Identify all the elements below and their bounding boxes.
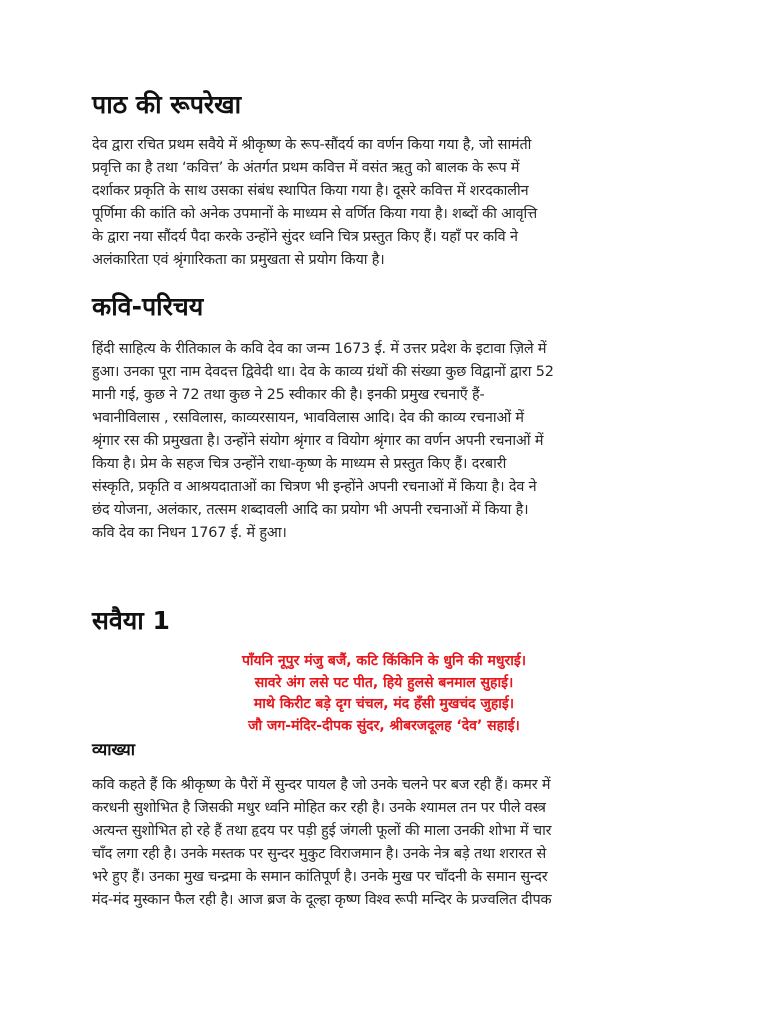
- text-line: संस्कृति, प्रकृति व आश्रयदाताओं का चित्रण भी इन्होंने अपनी रचनाओं में किया है। देव ने: [92, 479, 537, 495]
- heading-kavi-parichay: कवि-परिचय: [92, 292, 204, 321]
- text-line: पूर्णिमा की कांति को अनेक उपमानों के माध्यम से वर्णित किया गया है। शब्दों की आवृत्ति: [92, 206, 538, 222]
- paragraph-rooprekha: [92, 134, 537, 272]
- heading-path-ki-rooprekha: पाठ की रूपरेखा: [92, 90, 242, 119]
- text-line: कवि देव का निधन 1767 ई. में हुआ।: [92, 525, 287, 541]
- text-line: भवानीविलास , रसविलास, काव्यरसायन, भावविलास आदि। देव की काव्य रचनाओं में: [92, 410, 524, 426]
- savaiya-verse: [92, 651, 676, 737]
- verse-line: माथे किरीट बड़े दृग चंचल, मंद हँसी मुखचंद जुहाई।: [253, 696, 515, 712]
- text-line: मंद-मंद मुस्कान फैल रही है। आज ब्रज के दूल्हा कृष्ण विश्व रूपी मन्दिर के प्रज्वलित दीपक: [92, 892, 552, 908]
- verse-line: जौ जग-मंदिर-दीपक सुंदर, श्रीबरजदूलह ‘देव’ सहाई।: [248, 717, 520, 734]
- text-line: करधनी सुशोभित है जिसकी मधुर ध्वनि मोहित कर रही है। उनके श्यामल तन पर पीले वस्त्र: [92, 800, 546, 816]
- text-line: दर्शाकर प्रकृति के साथ उसका संबंध स्थापित किया गया है। दूसरे कवित्त में शरदकालीन: [92, 183, 529, 199]
- paragraph-vyakhya: [92, 774, 551, 912]
- subheading-vyakhya: व्याख्या: [92, 740, 135, 759]
- verse-line: पाँयनि नूपुर मंजु बजैं, कटि किंकिनि के धुनि की मधुराई।: [241, 653, 527, 669]
- text-line: चाँद लगा रही है। उनके मस्तक पर सुन्दर मुकुट विराजमान है। उनके नेत्र बड़े तथा शरारत से: [92, 846, 547, 862]
- text-line: मानी गई, कुछ ने 72 तथा कुछ ने 25 स्वीकार की है। इनकी प्रमुख रचनाएँ हैं-: [92, 387, 485, 403]
- text-line: किया है। प्रेम के सहज चित्र उन्होंने राधा-कृष्ण के माध्यम से प्रस्तुत किए हैं। दरबारी: [92, 456, 507, 472]
- text-line: हिंदी साहित्य के रीतिकाल के कवि देव का जन्म 1673 ई. में उत्तर प्रदेश के इटावा ज़िले में: [92, 341, 547, 357]
- text-line: श्रृंगार रस की प्रमुखता है। उन्होंने संयोग श्रृंगार व वियोग श्रृंगार का वर्णन अपनी रचनाओं में: [92, 433, 544, 449]
- text-line: भरे हुए हैं। उनका मुख चन्द्रमा के समान कांतिपूर्ण है। उनके मुख पर चाँदनी के समान सुन्दर: [92, 869, 548, 885]
- text-line: अत्यन्त सुशोभित हो रहे हैं तथा हृदय पर पड़ी हुई जंगली फूलों की माला उनकी शोभा में चार: [92, 823, 552, 839]
- text-line: छंद योजना, अलंकार, तत्सम शब्दावली आदि का प्रयोग भी अपनी रचनाओं में किया है।: [92, 502, 529, 518]
- text-line: प्रवृत्ति का है तथा ‘कवित्त’ के अंतर्गत प्रथम कवित्त में वसंत ऋतु को बालक के रूप में: [92, 160, 520, 176]
- verse-line: सावरे अंग लसे पट पीत, हिये हुलसे बनमाल सुहाई।: [254, 674, 514, 691]
- paragraph-kavi-parichay: [92, 338, 554, 545]
- text-line: हुआ। उनका पूरा नाम देवदत्त द्विवेदी था। देव के काव्य ग्रंथों की संख्या कुछ विद्वानों द्वारा 52: [92, 364, 554, 380]
- text-line: कवि कहते हैं कि श्रीकृष्ण के पैरों में सुन्दर पायल है जो उनके चलने पर बज रही हैं। कमर में: [92, 777, 551, 793]
- heading-savaiya-1: सवैया 1: [92, 606, 170, 635]
- text-line: देव द्वारा रचित प्रथम सवैये में श्रीकृष्ण के रूप-सौंदर्य का वर्णन किया गया है, जो सामंती: [92, 137, 532, 153]
- text-line: के द्वारा नया सौंदर्य पैदा करके उन्होंने सुंदर ध्वनि चित्र प्रस्तुत किए हैं। यहाँ पर कवि ने: [92, 229, 518, 245]
- text-line: अलंकारिता एवं श्रृंगारिकता का प्रमुखता से प्रयोग किया है।: [92, 252, 385, 268]
